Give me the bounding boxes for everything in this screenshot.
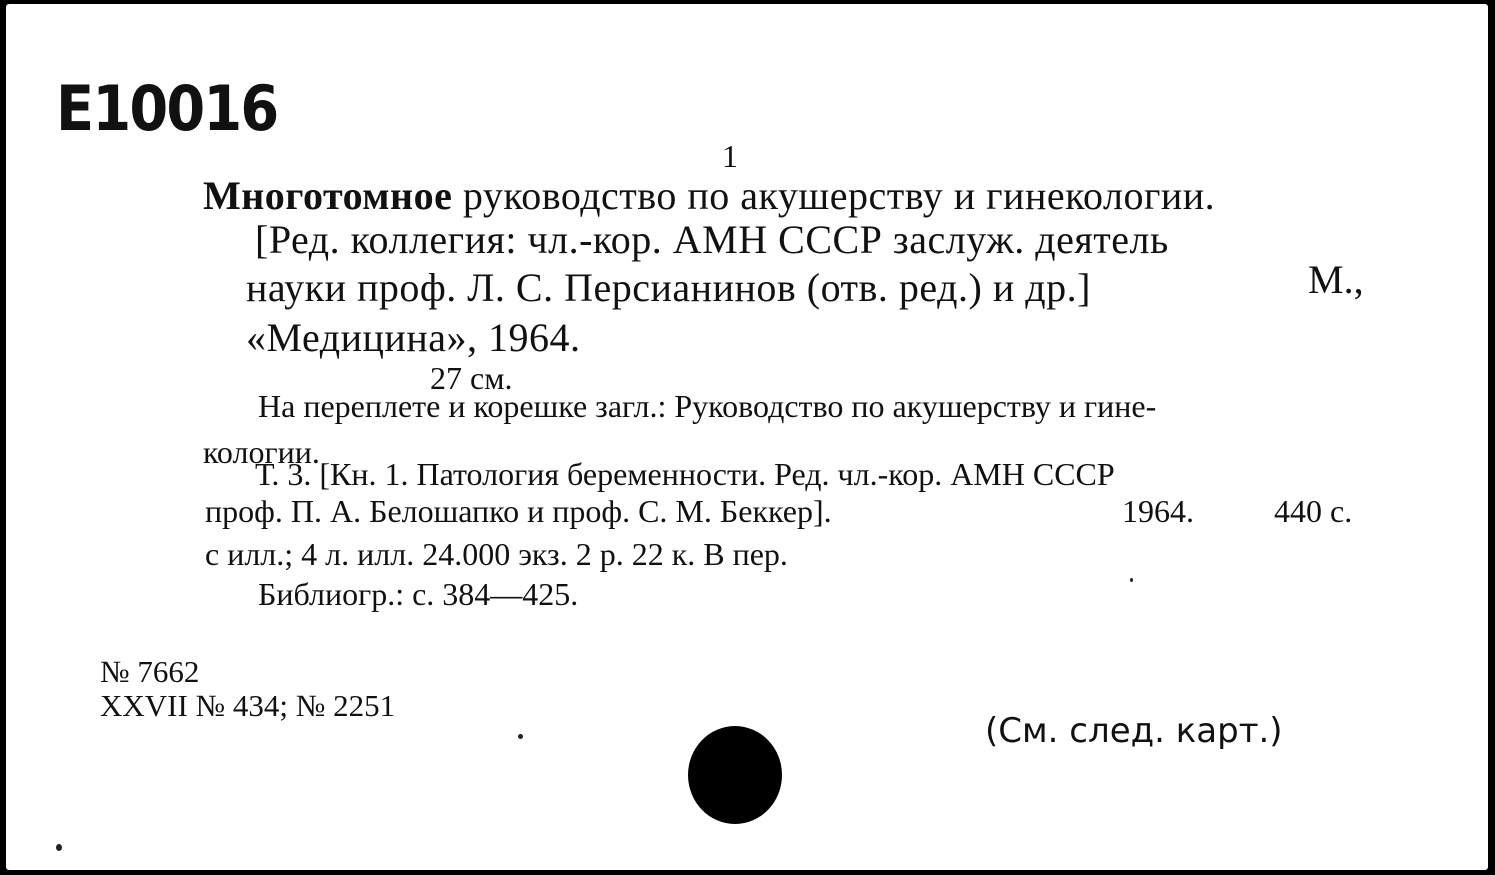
- call-number: E10016: [56, 72, 278, 145]
- physical-size: 27 см.: [430, 360, 513, 396]
- volume-number: 1: [722, 138, 738, 174]
- continued-note: (См. след. карт.): [985, 711, 1283, 751]
- volume-description-line-1: Т. 3. [Кн. 1. Патология беременности. Ред. чл.-кор. АМН СССР: [255, 456, 1115, 492]
- bibliography-note: Библиогр.: с. 384—425.: [258, 576, 579, 612]
- ink-speck: [56, 844, 62, 851]
- record-references: XXVII № 434; № 2251: [100, 688, 396, 723]
- volume-description-line-2: проф. П. А. Белошапко и проф. С. М. Беккер].: [205, 493, 832, 529]
- volume-year: 1964.: [1122, 493, 1194, 529]
- ink-speck: [518, 734, 523, 739]
- binding-note-line-2: кологии.: [203, 434, 320, 470]
- volume-description-line-3: с илл.; 4 л. илл. 24.000 экз. 2 р. 22 к. В пер.: [205, 536, 788, 572]
- ink-speck: [1130, 578, 1133, 582]
- title-rest: руководство по акушерству и гинекологии.: [462, 173, 1216, 218]
- binding-note-line-1: На переплете и корешке загл.: Руководство по акушерству и гине-: [258, 388, 1157, 424]
- publication-place: М.,: [1308, 257, 1364, 302]
- publisher-year: «Медицина», 1964.: [246, 315, 581, 360]
- title-bold: Многотомное: [203, 173, 453, 218]
- punch-hole: [688, 726, 782, 824]
- record-number: № 7662: [100, 654, 200, 689]
- volume-pages: 440 с.: [1274, 493, 1353, 529]
- editors-line-1: [Ред. коллегия: чл.-кор. АМН СССР заслуж. деятель: [255, 217, 1169, 262]
- title-line: [203, 173, 1216, 218]
- editors-line-2: науки проф. Л. С. Персианинов (отв. ред.) и др.]: [246, 265, 1091, 310]
